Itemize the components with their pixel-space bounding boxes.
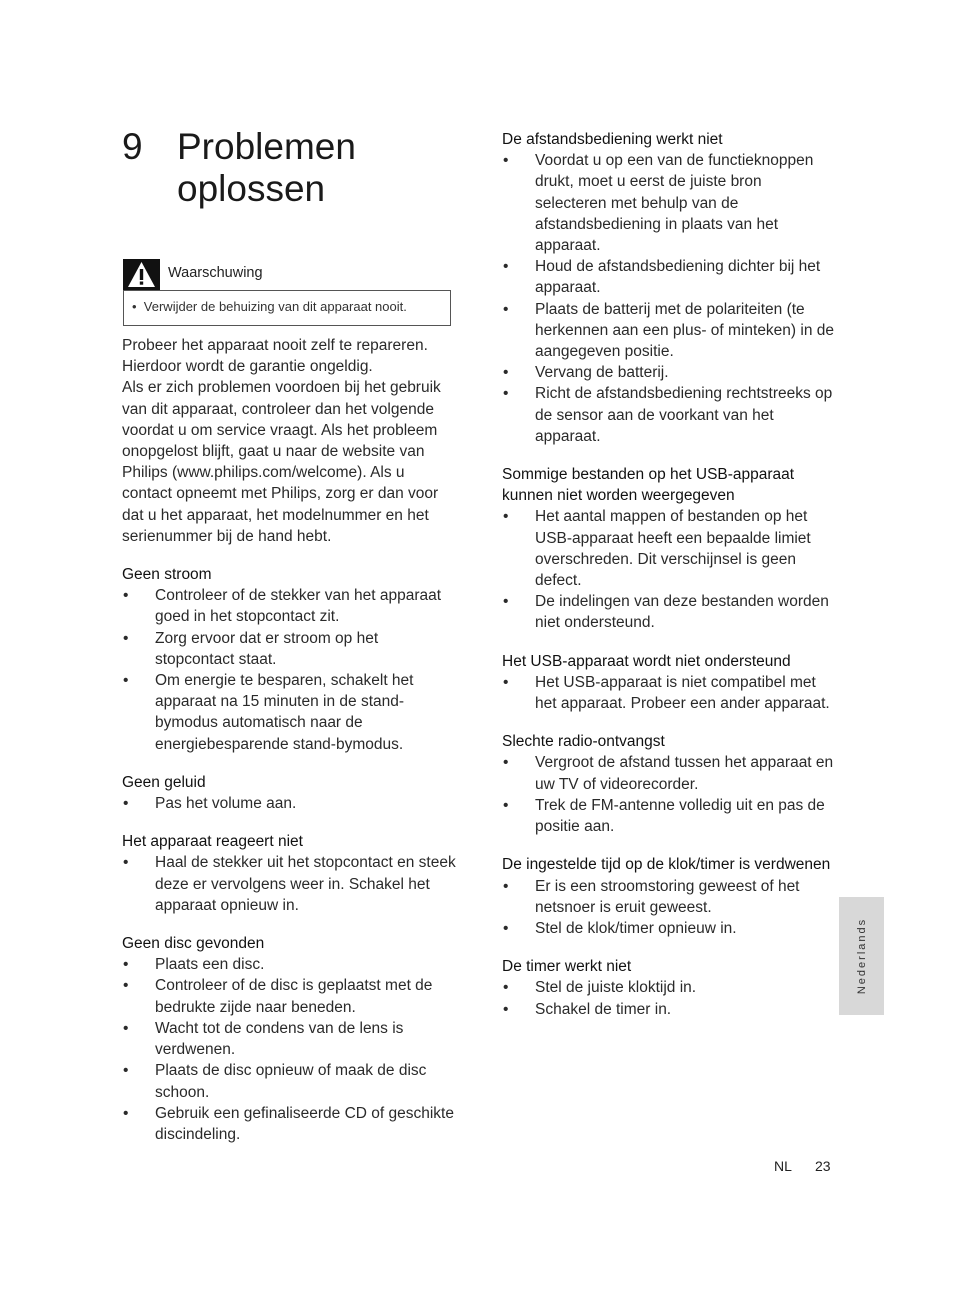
- bullet-glyph: •: [503, 796, 509, 814]
- list-item-text: Haal de stekker uit het stopcontact en steek deze er vervolgens weer in. Schakel het apparaat opnieuw in.: [155, 854, 456, 914]
- list-item-text: De indelingen van deze bestanden worden niet ondersteund.: [535, 593, 829, 632]
- solution-list: [502, 876, 837, 940]
- list-item: [122, 975, 457, 1017]
- list-item: [122, 954, 457, 975]
- list-item: [122, 628, 457, 670]
- troubleshooting-section: [502, 651, 837, 715]
- left-sections: [122, 564, 457, 1145]
- list-item-text: Trek de FM-antenne volledig uit en pas de positie aan.: [535, 796, 825, 836]
- list-item: [122, 793, 457, 814]
- solution-list: [122, 954, 457, 1145]
- troubleshooting-section: [502, 129, 837, 447]
- solution-list: [502, 150, 837, 447]
- list-item-text: Pas het volume aan.: [155, 795, 297, 813]
- list-item: [502, 506, 837, 591]
- list-item-text: Het aantal mappen of bestanden op het USB-apparaat heeft een bepaalde limiet overschreden. Dit verschijnsel is geen defect.: [535, 508, 811, 590]
- bullet-glyph: •: [123, 1104, 129, 1122]
- list-item: [122, 1060, 457, 1102]
- list-item-text: Zorg ervoor dat er stroom op het stopcontact staat.: [155, 629, 379, 668]
- list-item: [502, 150, 837, 256]
- section-title: Geen geluid: [122, 773, 206, 791]
- list-item: [502, 591, 837, 633]
- troubleshooting-section: [502, 956, 837, 1020]
- solution-list: [122, 585, 457, 755]
- list-item-text: Stel de klok/timer opnieuw in.: [535, 919, 737, 937]
- bullet-glyph: •: [503, 508, 509, 526]
- list-item-text: Stel de juiste kloktijd in.: [535, 979, 697, 997]
- list-item: [502, 672, 837, 714]
- bullet-glyph: •: [123, 587, 129, 605]
- left-column: [122, 335, 457, 1145]
- warning-box: [123, 259, 451, 326]
- bullet-glyph: •: [503, 593, 509, 611]
- bullet-glyph: •: [503, 919, 509, 937]
- solution-list: [502, 672, 837, 714]
- bullet-glyph: •: [503, 979, 509, 997]
- bullet-glyph: •: [123, 1062, 129, 1080]
- bullet-glyph: •: [503, 385, 509, 403]
- bullet-glyph: •: [123, 795, 129, 813]
- section-title: Het apparaat reageert niet: [122, 833, 303, 851]
- list-item-text: Plaats de disc opnieuw of maak de disc schoon.: [155, 1062, 427, 1101]
- troubleshooting-section: [122, 831, 457, 916]
- bullet-glyph: •: [503, 152, 509, 170]
- list-item: [122, 670, 457, 755]
- warning-item-text: Verwijder de behuizing van dit apparaat nooit.: [143, 299, 407, 314]
- troubleshooting-section: [122, 772, 457, 814]
- bullet-glyph: •: [123, 977, 129, 995]
- bullet-glyph: •: [503, 258, 509, 276]
- language-side-tab: [839, 897, 884, 1015]
- solution-list: [122, 793, 457, 814]
- list-item: [502, 362, 837, 383]
- language-side-tab-label: Nederlands: [855, 917, 868, 995]
- section-title: Geen disc gevonden: [122, 935, 265, 953]
- list-item: [502, 256, 837, 298]
- troubleshooting-section: [122, 564, 457, 755]
- solution-list: [122, 852, 457, 916]
- list-item: [502, 918, 837, 939]
- section-title: De ingestelde tijd op de klok/timer is verdwenen: [502, 856, 831, 874]
- list-item-text: Gebruik een gefinaliseerde CD of geschikte discindeling.: [155, 1104, 454, 1143]
- section-title: De timer werkt niet: [502, 958, 632, 976]
- troubleshooting-section: [122, 933, 457, 1145]
- chapter-number: 9: [122, 126, 143, 167]
- list-item: [502, 383, 837, 447]
- page-number: 23: [815, 1158, 831, 1174]
- list-item-text: Voordat u op een van de functieknoppen drukt, moet u eerst de juiste bron selecteren met behulp van de afstandsbediening in plaats van het apparaat.: [535, 152, 814, 255]
- bullet-glyph: •: [123, 956, 129, 974]
- warning-header: [123, 259, 451, 290]
- right-column: [502, 129, 837, 1020]
- list-item-text: Plaats de batterij met de polariteiten (te herkennen aan een plus- of minteken) in de aangegeven positie.: [535, 300, 835, 361]
- bullet-glyph: •: [503, 300, 509, 318]
- chapter-title: Problemen oplossen: [177, 126, 356, 209]
- section-title: Geen stroom: [122, 566, 212, 584]
- list-item-text: Plaats een disc.: [155, 956, 265, 974]
- list-item: [502, 977, 837, 998]
- list-item: [502, 299, 837, 363]
- warning-item: [132, 299, 407, 314]
- list-item-text: Houd de afstandsbediening dichter bij het apparaat.: [535, 258, 821, 297]
- section-title: De afstandsbediening werkt niet: [502, 131, 723, 148]
- list-item: [122, 1018, 457, 1060]
- solution-list: [502, 977, 837, 1019]
- list-item-text: Het USB-apparaat is niet compatibel met het apparaat. Probeer een ander apparaat.: [535, 673, 830, 713]
- section-title: Slechte radio-ontvangst: [502, 733, 665, 751]
- bullet-glyph: •: [503, 673, 509, 691]
- list-item-text: Vervang de batterij.: [535, 364, 669, 382]
- list-item: [122, 1103, 457, 1145]
- list-item: [502, 999, 837, 1020]
- list-item: [122, 585, 457, 627]
- bullet-glyph: •: [123, 629, 129, 647]
- bullet-glyph: •: [123, 1019, 129, 1037]
- list-item: [122, 852, 457, 916]
- intro-paragraph: Als er zich problemen voordoen bij het gebruik van dit apparaat, controleer dan het volgende voordat u om service vraagt. Als het probleem onopgelost blijft, gaat u naar de website van Philips (www.philips.com/welcome). Als u contact opneemt met Philips, zorg er dan voor dat u het apparaat, het modelnummer en het serienummer bij de hand hebt.: [122, 379, 441, 545]
- bullet-glyph: •: [132, 299, 137, 314]
- list-item-text: Controleer of de stekker van het apparaat goed in het stopcontact zit.: [155, 587, 442, 626]
- section-title: Sommige bestanden op het USB-apparaat kunnen niet worden weergegeven: [502, 466, 795, 505]
- intro-text: [122, 335, 457, 547]
- solution-list: [502, 506, 837, 633]
- list-item-text: Om energie te besparen, schakelt het apparaat na 15 minuten in de stand-bymodus automatisch naar de energiebesparende stand-bymodus.: [155, 672, 414, 753]
- bullet-glyph: •: [503, 364, 509, 382]
- intro-paragraph: Probeer het apparaat nooit zelf te repareren. Hierdoor wordt de garantie ongeldig.: [122, 337, 428, 376]
- warning-content: [123, 290, 451, 326]
- troubleshooting-section: [502, 464, 837, 634]
- troubleshooting-section: [502, 854, 837, 939]
- right-sections: [502, 129, 837, 1020]
- troubleshooting-section: [502, 731, 837, 837]
- footer-language: NL: [774, 1158, 792, 1174]
- list-item-text: Richt de afstandsbediening rechtstreeks op de sensor aan de voorkant van het apparaat.: [535, 385, 833, 445]
- list-item: [502, 752, 837, 794]
- warning-icon: [123, 259, 160, 290]
- warning-title: Waarschuwing: [168, 265, 263, 281]
- bullet-glyph: •: [123, 672, 129, 690]
- bullet-glyph: •: [503, 1000, 509, 1018]
- list-item-text: Controleer of de disc is geplaatst met de bedrukte zijde naar beneden.: [155, 977, 433, 1016]
- list-item-text: Schakel de timer in.: [535, 1000, 672, 1018]
- bullet-glyph: •: [503, 754, 509, 772]
- bullet-glyph: •: [503, 877, 509, 895]
- section-title: Het USB-apparaat wordt niet ondersteund: [502, 652, 791, 670]
- list-item: [502, 795, 837, 837]
- list-item-text: Vergroot de afstand tussen het apparaat en uw TV of videorecorder.: [535, 754, 834, 793]
- list-item: [502, 876, 837, 918]
- list-item-text: Wacht tot de condens van de lens is verdwenen.: [155, 1019, 404, 1059]
- solution-list: [502, 752, 837, 837]
- list-item-text: Er is een stroomstoring geweest of het netsnoer is eruit geweest.: [535, 877, 800, 916]
- bullet-glyph: •: [123, 854, 129, 872]
